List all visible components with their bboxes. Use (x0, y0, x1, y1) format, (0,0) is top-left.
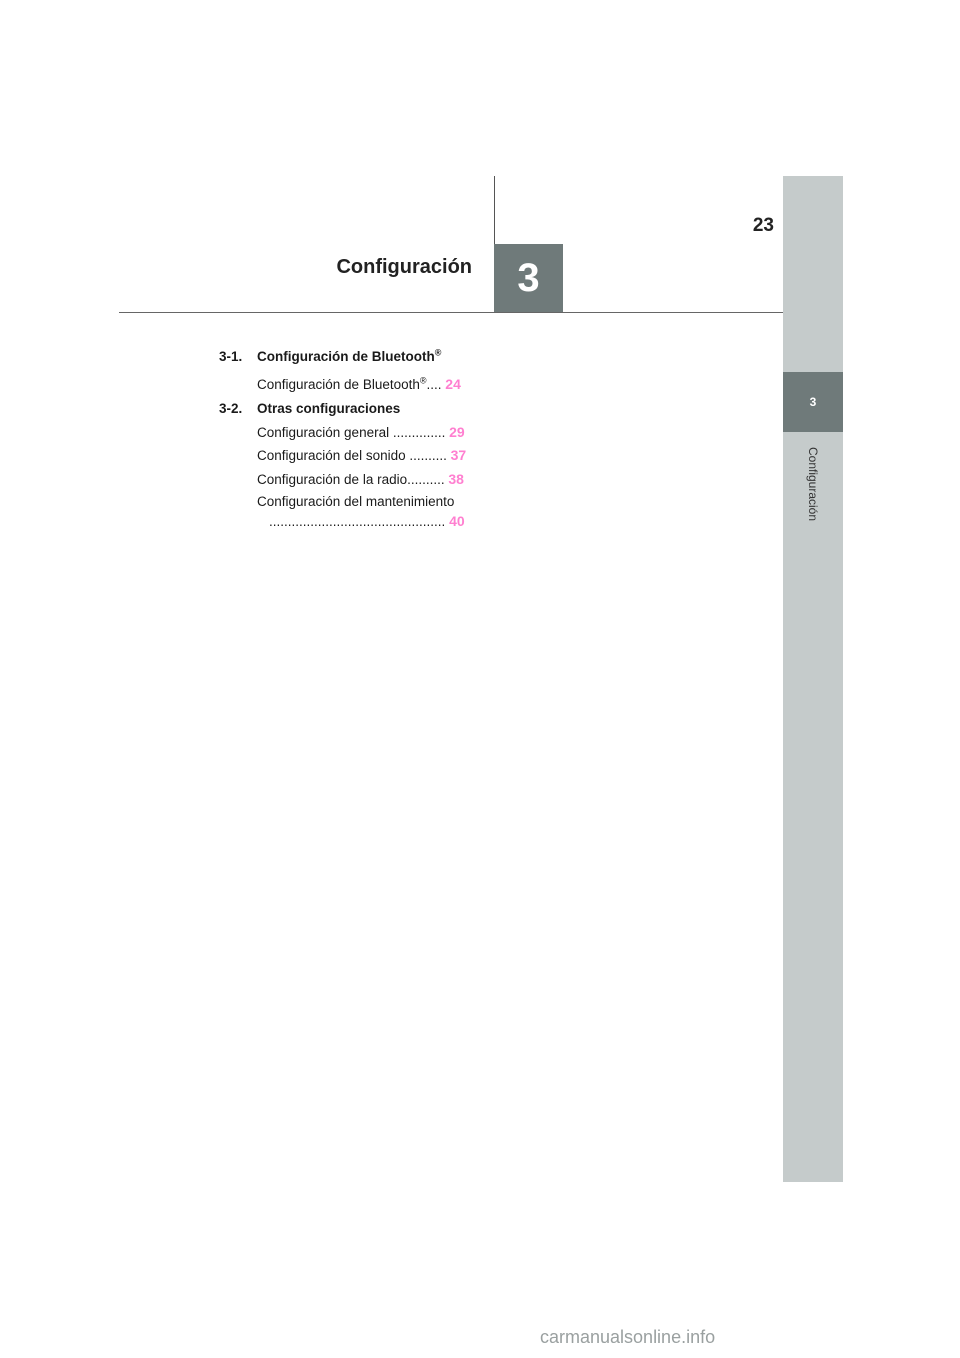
toc-section-title-text: Configuración de Bluetooth (257, 349, 435, 364)
chapter-sidebar (783, 176, 843, 1182)
header-vertical-rule (494, 176, 495, 246)
toc-entry-dots: .......... (405, 448, 447, 463)
registered-mark: ® (434, 347, 442, 358)
toc-section-title[interactable] (257, 349, 441, 364)
toc-entry-page-link[interactable]: 37 (450, 447, 467, 463)
sidebar-chapter-tab[interactable]: 3 (783, 372, 843, 432)
toc-entry-page-link[interactable]: 38 (448, 471, 464, 487)
sidebar-label-text: Configuración (806, 446, 820, 522)
page-number: 23 (752, 215, 774, 236)
toc-entry-dots: .... (426, 377, 442, 392)
toc-section-number: 3-1. (219, 349, 243, 364)
toc-entry-label: Configuración de la radio (257, 472, 408, 487)
toc-entry[interactable] (257, 424, 465, 440)
chapter-number-box: 3 (494, 244, 563, 312)
toc-entry-dots: .............. (389, 425, 446, 440)
toc-entry-label: Configuración general (257, 425, 390, 440)
toc-entry-page-link[interactable]: 29 (449, 424, 465, 440)
chapter-title: Configuración (336, 256, 472, 278)
toc-section-title[interactable]: Otras configuraciones (257, 401, 401, 416)
toc-entry[interactable] (257, 376, 461, 392)
toc-entry[interactable] (257, 471, 464, 487)
toc-entry-label: Configuración de Bluetooth (257, 377, 420, 392)
toc-entry-dots: .......... (407, 472, 445, 487)
toc-section-number: 3-2. (219, 401, 243, 416)
toc-entry-dots: ............................................... (269, 514, 446, 529)
header-horizontal-rule (119, 312, 783, 313)
registered-mark: ® (419, 375, 427, 386)
toc-entry-label: Configuración del sonido (257, 448, 406, 463)
toc-entry-page-link[interactable]: 40 (449, 513, 465, 529)
toc-entry-label[interactable]: Configuración del mantenimiento (257, 494, 455, 509)
toc-entry-page-link[interactable]: 24 (445, 376, 461, 392)
toc-entry[interactable] (257, 447, 466, 463)
toc-entry[interactable] (269, 513, 465, 529)
watermark: carmanualsonline.info (540, 1327, 716, 1347)
